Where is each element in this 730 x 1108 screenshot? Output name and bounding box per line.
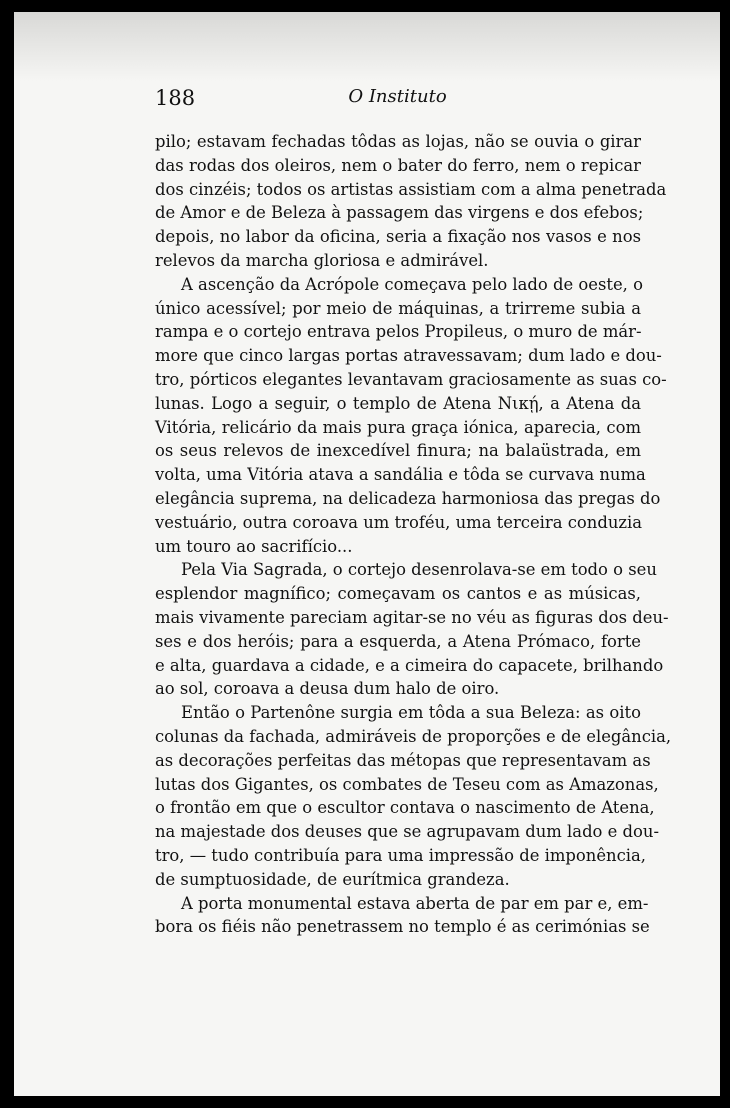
text-line: de Amor e de Beleza à passagem das virgens e dos efebos;: [155, 203, 644, 223]
text-line: mais vivamente pareciam agitar-se no véu as figuras dos deu-: [155, 607, 669, 627]
text-line: more que cinco largas portas atravessavam; dum lado e dou-: [155, 346, 662, 366]
text-line: único acessível; por meio de máquinas, a trirreme subia a: [155, 298, 641, 318]
text-line: volta, uma Vitória atava a sandália e tôda se curvava numa: [155, 465, 646, 485]
text-line: lunas. Logo a seguir, o templo de Atena Νικῄ, a Atena da: [155, 393, 641, 413]
body-text: [155, 130, 672, 939]
text-line: ao sol, coroava a deusa dum halo de oiro.: [155, 679, 500, 699]
page-header: [155, 86, 640, 116]
text-line: A porta monumental estava aberta de par em par e, em-: [181, 893, 649, 913]
text-line: tro, — tudo contribuía para uma impressão de imponência,: [155, 845, 646, 865]
book-page: [14, 12, 720, 1096]
text-line: de sumptuosidade, de eurítmica grandeza.: [155, 869, 510, 889]
text-line: lutas dos Gigantes, os combates de Teseu com as Amazonas,: [155, 774, 659, 794]
page-number: 188: [155, 86, 196, 110]
text-line: depois, no labor da oficina, seria a fixação nos vasos e nos: [155, 227, 641, 247]
text-line: na majestade dos deuses que se agrupavam dum lado e dou-: [155, 822, 660, 842]
running-title: O Instituto: [348, 86, 447, 107]
text-line: colunas da fachada, admiráveis de proporções e de elegância,: [155, 726, 672, 746]
text-line: rampa e o cortejo entrava pelos Propileus, o muro de már-: [155, 322, 642, 342]
text-line: ses e dos heróis; para a esquerda, a Atena Prómaco, forte: [155, 631, 641, 651]
text-line: A ascenção da Acrópole começava pelo lado de oeste, o: [181, 274, 643, 294]
text-line: os seus relevos de inexcedível finura; na balaüstrada, em: [155, 441, 641, 461]
text-line: Então o Partenône surgia em tôda a sua Beleza: as oito: [181, 703, 641, 723]
text-line: elegância suprema, na delicadeza harmoniosa das pregas do: [155, 488, 661, 508]
text-line: bora os fiéis não penetrassem no templo é as cerimónias se: [155, 917, 650, 937]
text-line: relevos da marcha gloriosa e admirável.: [155, 250, 489, 270]
text-line: tro, pórticos elegantes levantavam graciosamente as suas co-: [155, 369, 667, 389]
text-line: das rodas dos oleiros, nem o bater do ferro, nem o repicar: [155, 155, 641, 175]
text-line: pilo; estavam fechadas tôdas as lojas, não se ouvia o girar: [155, 132, 641, 151]
text-line: vestuário, outra coroava um troféu, uma terceira conduzia: [155, 512, 643, 532]
text-line: Vitória, relicário da mais pura graça iónica, aparecia, com: [155, 417, 641, 437]
text-line: esplendor magnífico; começavam os cantos e as músicas,: [155, 584, 641, 604]
text-line: o frontão em que o escultor contava o nascimento de Atena,: [155, 798, 655, 818]
text-line: e alta, guardava a cidade, e a cimeira do capacete, brilhando: [155, 655, 664, 675]
text-line: as decorações perfeitas das métopas que representavam as: [155, 750, 651, 770]
text-line: um touro ao sacrifício...: [155, 536, 353, 556]
text-line: dos cinzéis; todos os artistas assistiam com a alma penetrada: [155, 179, 667, 199]
text-line: Pela Via Sagrada, o cortejo desenrolava-se em todo o seu: [181, 560, 657, 580]
